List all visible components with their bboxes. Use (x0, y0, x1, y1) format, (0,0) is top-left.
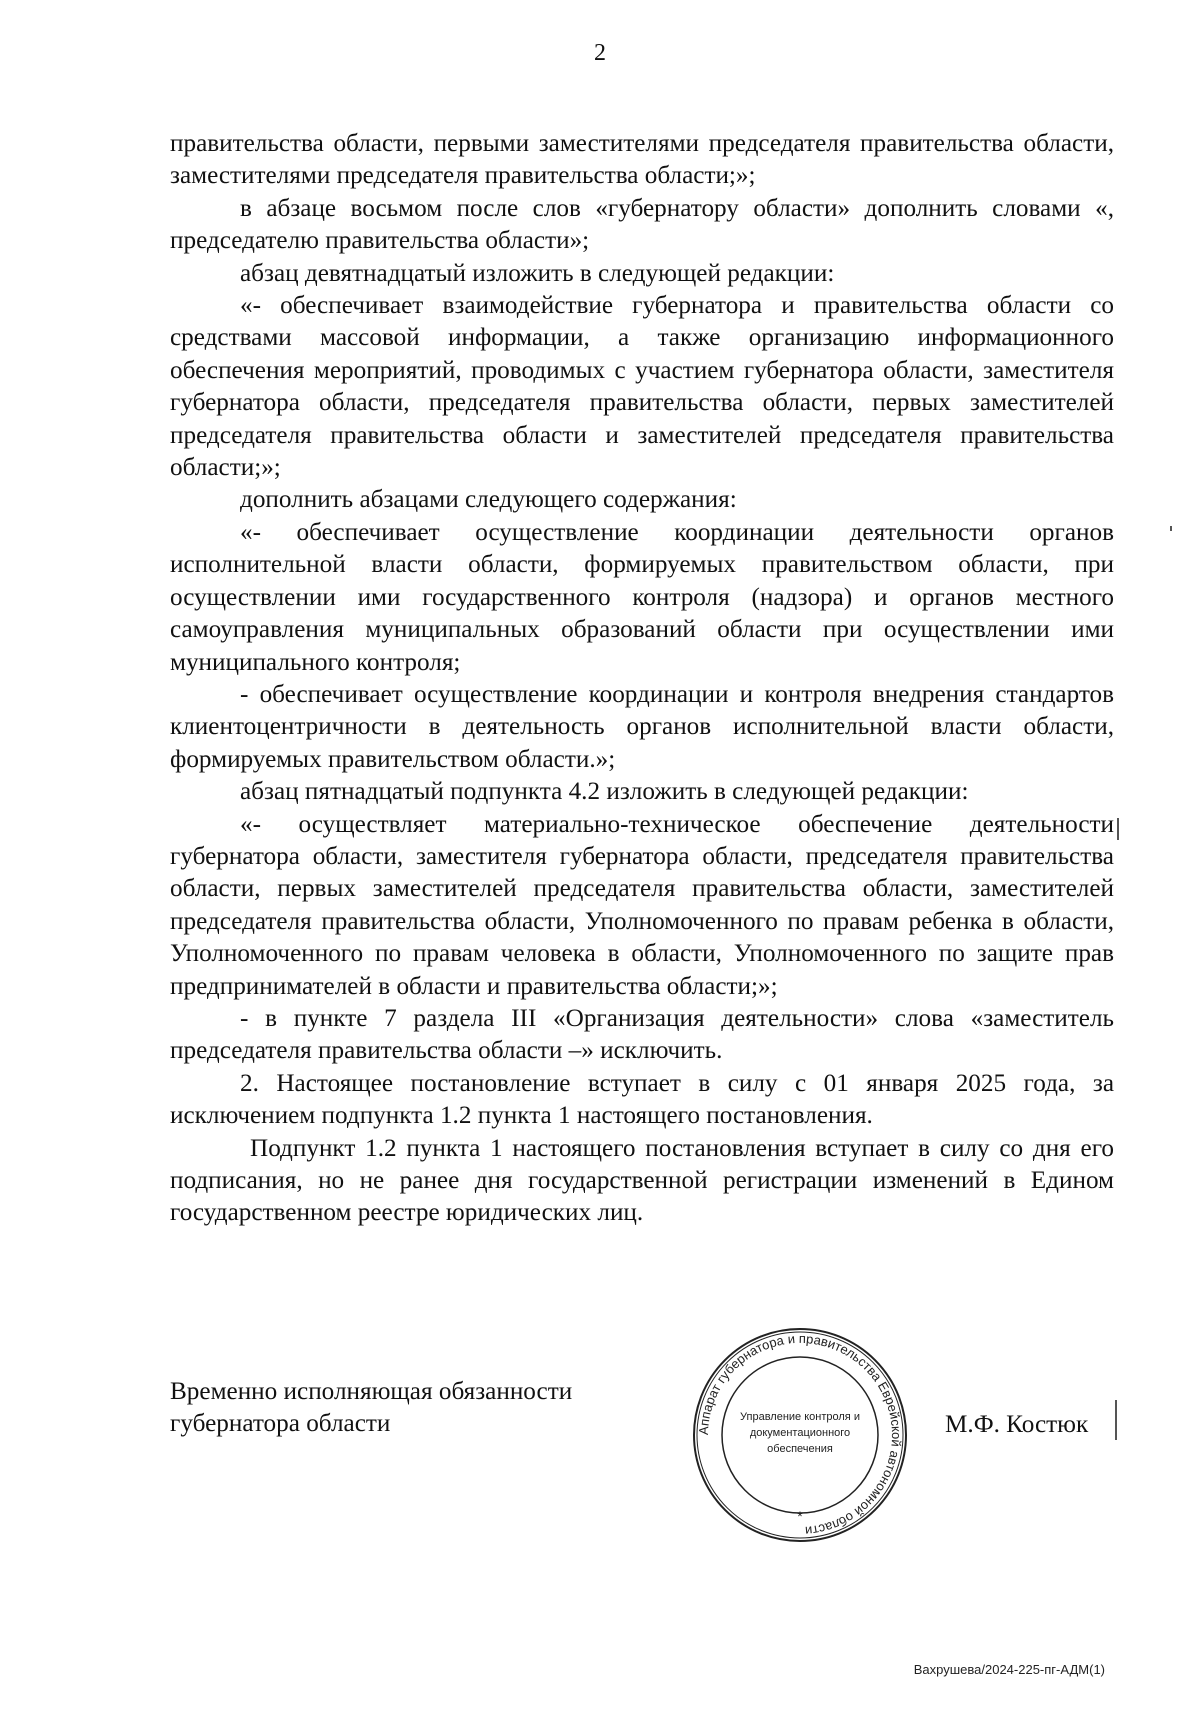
seal-star: * (797, 1508, 803, 1524)
paragraph: «- обеспечивает осуществление координации деятельности органов исполнительной власти области, формируемых правительством области, при осуществлении ими государственного контроля (надзора) и органов местного самоуправления муниципальных образований области при осуществлении ими муниципального контроля; (170, 518, 1114, 676)
scan-artifact (1170, 526, 1172, 531)
seal-inner-text: Управление контроля и (740, 1411, 860, 1423)
paragraph: абзац пятнадцатый подпункта 4.2 изложить в следующей редакции: (240, 778, 969, 806)
seal-inner-text: документационного (749, 1427, 851, 1439)
paragraph: - обеспечивает осуществление координации и контроля внедрения стандартов клиентоцентричности в деятельность органов исполнительной власти области, формируемых правительством области.»; (170, 680, 1114, 773)
seal-graphic (690, 1325, 910, 1545)
signatory-name: М.Ф. Костюк (945, 1411, 1089, 1438)
paragraph: в абзаце восьмом после слов «губернатору области» дополнить словами «, председателю правительства области»; (170, 194, 1114, 255)
paragraph: Подпункт 1.2 пункта 1 настоящего постановления вступает в силу со дня его подписания, но не ранее дня государственной регистрации изменений в Едином государственном реестре юридических лиц. (170, 1134, 1114, 1227)
signatory-position-line: Временно исполняющая обязанности (170, 1378, 573, 1405)
signatory-position (170, 1376, 572, 1440)
paragraph: абзац девятнадцатый изложить в следующей редакции: (240, 259, 835, 287)
seal-outer-text: Аппарат губернатора и правительства Еврейской автономной области (695, 1330, 905, 1539)
paragraph: правительства области, первыми заместителями председателя правительства области, заместителями председателя правительства области;»; (170, 130, 1114, 190)
scan-artifact (1117, 818, 1119, 840)
paragraph: дополнить абзацами следующего содержания: (240, 486, 737, 514)
document-body (170, 128, 1114, 1230)
paragraph: 2. Настоящее постановление вступает в силу с 01 января 2025 года, за исключением подпункта 1.2 пункта 1 настоящего постановления. (170, 1069, 1114, 1130)
paragraph: «- осуществляет материально-техническое обеспечение деятельности губернатора области, заместителя губернатора области, председателя правительства области, первых заместителей председателя правительства области, заместителей председателя правительства области, Уполномоченного по правам ребенка в области, Уполномоченного по правам человека в области, Уполномоченного по защите прав предпринимателей в области и правительства области;»; (170, 810, 1114, 1000)
document-registration-code: Вахрушева/2024-225-пг-АДМ(1) (913, 1662, 1105, 1677)
scan-artifact (1115, 1400, 1117, 1440)
paragraph: «- обеспечивает взаимодействие губернатора и правительства области со средствами массовой информации, а также организацию информационного обеспечения мероприятий, проводимых с участием губернатора области, заместителя губернатора области, председателя правительства области, первых заместителей председателя правительства области и заместителей председателя правительства области;»; (170, 292, 1114, 482)
signatory-position-line: губернатора области (170, 1410, 391, 1437)
page-number: 2 (594, 40, 606, 66)
seal-inner-text: обеспечения (767, 1443, 833, 1455)
official-seal (690, 1325, 910, 1545)
paragraph: - в пункте 7 раздела III «Организация деятельности» слова «заместитель председателя правительства области –» исключить. (170, 1004, 1114, 1065)
